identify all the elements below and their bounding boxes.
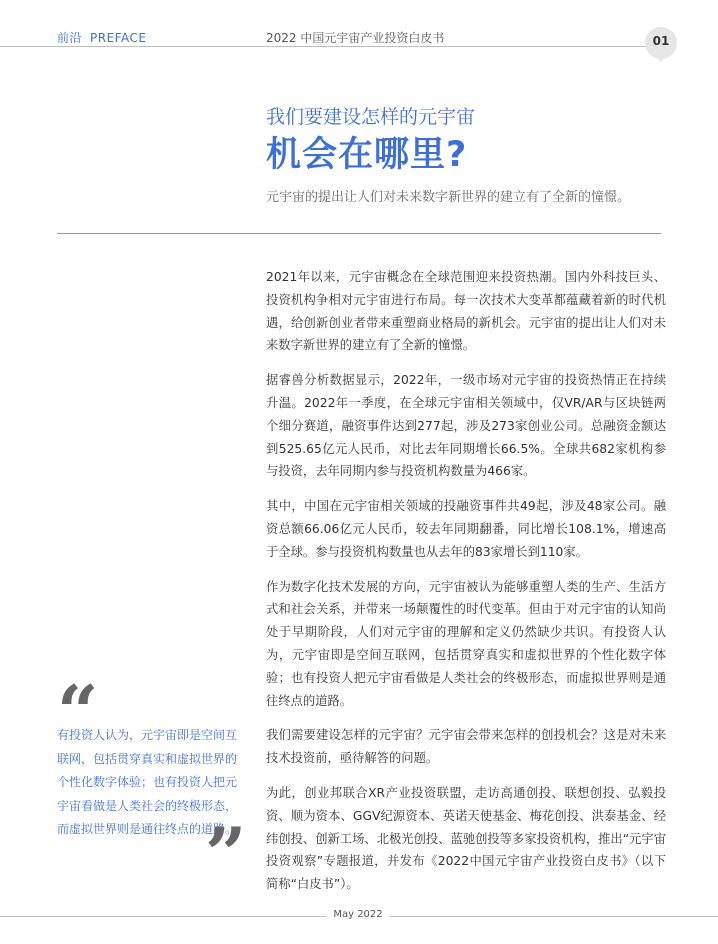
- body-paragraph: 我们需要建设怎样的元宇宙？元宇宙会带来怎样的创投机会？这是对未来技术投资前，亟待解答的问题。: [266, 728, 666, 766]
- body-paragraph: 其中，中国在元宇宙相关领域的投融资事件共49起，涉及48家公司。融资总额66.06亿元人民币，较去年同期翻番，同比增长108.1%，增速高于全球。参与投资机构数量也从去年的83家增长到110家。: [266, 499, 666, 559]
- page-header: [0, 0, 718, 48]
- footer-divider-right: [390, 916, 718, 917]
- page-title: 机会在哪里?: [266, 135, 468, 175]
- section-label-cn: 前沿: [57, 31, 83, 45]
- body-paragraph: 2021年以来，元宇宙概念在全球范围迎来投资热潮。国内外科技巨头、投资机构争相对元宇宙进行布局。每一次技术大变革都蕴藏着新的时代机遇，给创新创业者带来重塑商业格局的新机会。元宇宙的提出让人们对未来数字新世界的建立有了全新的憧憬。: [266, 270, 666, 353]
- close-quote-icon: ”: [205, 811, 247, 896]
- title-block: [266, 104, 666, 208]
- section-label-en: PREFACE: [90, 31, 147, 45]
- page-number-badge: [645, 27, 677, 59]
- footer-divider-left: [0, 916, 326, 917]
- body-paragraph: 作为数字化技术发展的方向，元宇宙被认为能够重塑人类的生产、生活方式和社会关系，并带来一场颠覆性的时代变革。但由于对元宇宙的认知尚处于早期阶段，人们对元宇宙的理解和定义仍然缺少共识。有投资人认为，元宇宙即是空间互联网，包括贯穿真实和虚拟世界的个性化数字体验；也有投资人把元宇宙看做是人类社会的终极形态，而虚拟世界则是通往终点的道路。: [266, 579, 666, 708]
- body-text: [266, 266, 666, 908]
- body-paragraph: 为此，创业邦联合XR产业投资联盟，走访高通创投、联想创投、弘毅投资、顺为资本、GGV纪源资本、英诺天使基金、梅花创投、洪泰基金、经纬创投、创新工场、北极光创投、蓝驰创投等多家投资机构，推出“元宇宙投资观察”专题报道，并发布《2022中国元宇宙产业投资白皮书》（以下简称“白皮书”）。: [266, 785, 666, 892]
- header-divider: [0, 46, 648, 47]
- pull-quote: [57, 669, 247, 896]
- title-subtitle: 元宇宙的提出让人们对未来数字新世界的建立有了全新的憧憬。: [266, 190, 631, 205]
- page-number: 01: [652, 34, 670, 48]
- footer-date: May 2022: [333, 909, 383, 920]
- title-divider: [57, 233, 661, 234]
- title-line-1: 我们要建设怎样的元宇宙: [266, 106, 476, 128]
- section-label: [57, 29, 146, 46]
- document-title: 2022 中国元宇宙产业投资白皮书: [266, 31, 445, 45]
- open-quote-icon: “: [57, 669, 99, 754]
- pull-quote-text: 有投资人认为，元宇宙即是空间互联网，包括贯穿真实和虚拟世界的个性化数字体验；也有投资人把元宇宙看做是人类社会的终极形态，而虚拟世界则是通往终点的道路。: [57, 728, 238, 836]
- body-paragraph: 据睿兽分析数据显示，2022年，一级市场对元宇宙的投资热情正在持续升温。2022年一季度，在全球元宇宙相关领域中，仅VR/AR与区块链两个细分赛道，融资事件达到277起，涉及273家创业公司。总融资金额达到525.65亿元人民币，对比去年同期增长66.5%。全球共682家机构参与投资，去年同期内参与投资机构数量为466家。: [266, 373, 666, 479]
